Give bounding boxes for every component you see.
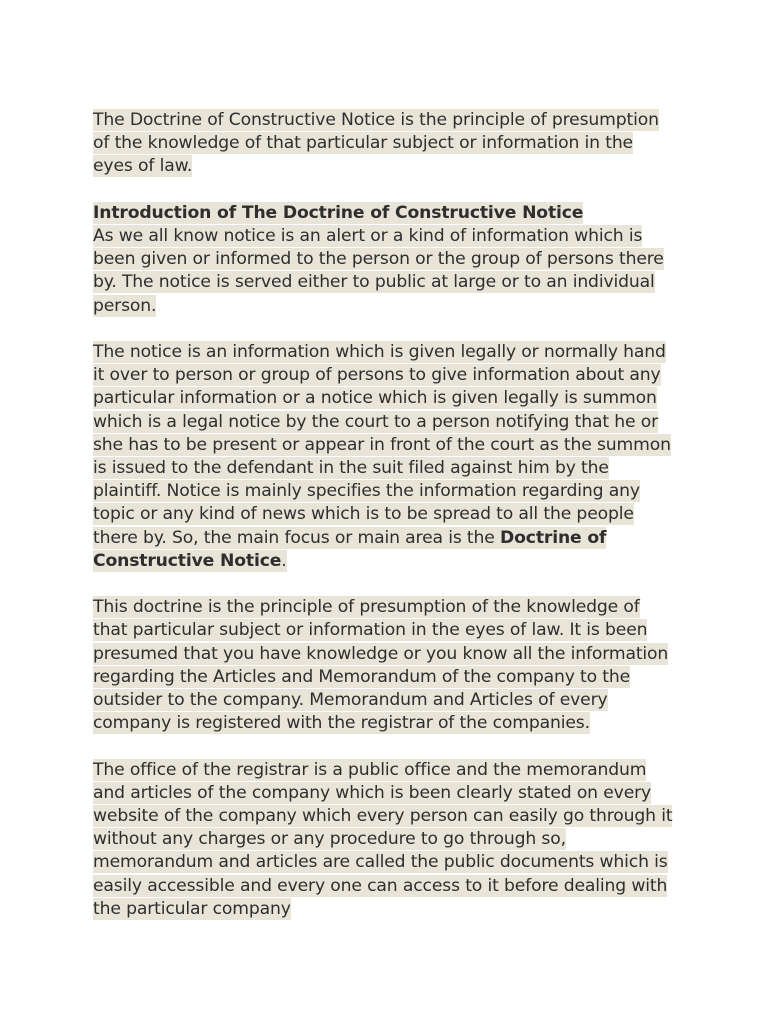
document-page bbox=[93, 109, 677, 944]
section-heading bbox=[93, 202, 677, 225]
paragraph-1-text: As we all know notice is an alert or a kind of information which is been given or informed to the person or the group of persons there by. The notice is served either to public at large or to an individual person. bbox=[93, 226, 664, 316]
paragraph-3 bbox=[93, 596, 677, 735]
paragraph-2 bbox=[93, 341, 677, 573]
paragraph-4-text: The office of the registrar is a public office and the memorandum and articles of the company which is been clearly stated on every website of the company which every person can easily go through it without any charges or any procedure to go through so, memorandum and articles are called the public documents which is easily accessible and every one can access to it before dealing with the particular company bbox=[93, 759, 673, 919]
paragraph-3-text: This doctrine is the principle of presumption of the knowledge of that particular subject or information in the eyes of law. It is been presumed that you have knowledge or you know all the information regarding the Articles and Memorandum of the company to the outsider to the company. Memorandum and Articles of every company is registered with the registrar of the companies. bbox=[93, 597, 669, 734]
paragraph-2-end: . bbox=[281, 550, 287, 571]
paragraph-4 bbox=[93, 759, 677, 921]
heading-text: Introduction of The Doctrine of Constructive Notice bbox=[93, 202, 584, 223]
intro-paragraph bbox=[93, 109, 677, 179]
paragraph-2-text: The notice is an information which is given legally or normally hand it over to person or group of persons to give information about any particular information or a notice which is given legally is summon which is a legal notice by the court to a person notifying that he or she has to be present or appear in front of the court as the summon is issued to the defendant in the suit filed against him by the plaintiff. Notice is mainly specifies the information regarding any topic or any kind of news which is to be spread to all the people there by. So, the main focus or main area is the bbox=[93, 342, 671, 548]
paragraph-2-bold: Doctrine of Constructive Notice bbox=[93, 527, 607, 571]
paragraph-1 bbox=[93, 225, 677, 318]
intro-text: The Doctrine of Constructive Notice is the principle of presumption of the knowledge of that particular subject or information in the eyes of law. bbox=[93, 110, 659, 177]
